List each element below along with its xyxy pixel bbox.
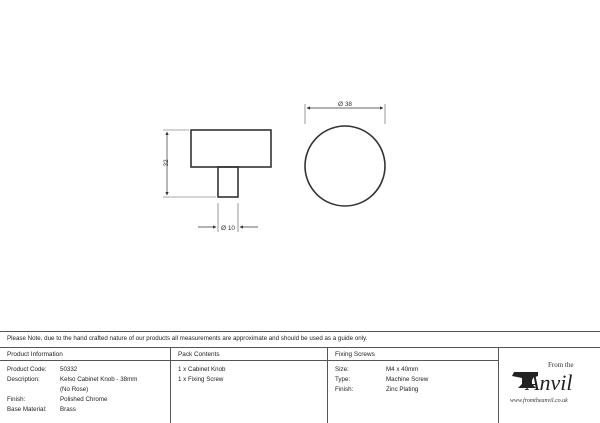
description-label: Description: — [7, 376, 40, 383]
shaft-dimension-label: Ø 10 — [220, 225, 236, 232]
product-code-row — [0, 365, 170, 375]
pack-item: 1 x Cabinet Knob — [178, 366, 226, 373]
description-value: Kelso Cabinet Knob - 38mm — [60, 376, 138, 383]
diameter-dimension-label: Ø 38 — [337, 101, 353, 108]
fixing-screws-section — [328, 348, 498, 423]
front-view — [305, 126, 385, 206]
fixing-screws-heading: Fixing Screws — [328, 348, 498, 361]
description-row-continued — [0, 385, 170, 395]
height-dimension-label: 32 — [163, 159, 170, 167]
logo-name: Anvil — [526, 370, 573, 395]
product-code-label: Product Code: — [7, 366, 47, 373]
screw-type-value: Machine Screw — [386, 376, 429, 383]
knob-shaft — [218, 167, 238, 197]
product-information-section — [0, 348, 170, 423]
diameter-dimension — [305, 101, 385, 124]
screw-type-row — [328, 375, 498, 385]
pack-contents-section — [171, 348, 327, 423]
shaft-dimension — [198, 203, 258, 232]
pack-contents-heading: Pack Contents — [171, 348, 327, 361]
screw-type-label: Type: — [335, 376, 351, 383]
measurement-note: Please Note, due to the hand crafted nature of our products all measurements are approximate and should be used as a guide only. — [0, 331, 600, 345]
screw-finish-label: Finish: — [335, 386, 354, 393]
product-code-value: 50332 — [60, 366, 78, 373]
finish-value: Polished Chrome — [60, 396, 108, 403]
finish-row — [0, 395, 170, 405]
logo-url: www.fromtheanvil.co.uk — [510, 398, 568, 404]
height-dimension — [163, 130, 216, 197]
description-row — [0, 375, 170, 385]
screw-size-label: Size: — [335, 366, 349, 373]
screw-finish-row — [328, 385, 498, 395]
base-material-row — [0, 405, 170, 415]
screw-finish-value: Zinc Plating — [386, 386, 419, 393]
screw-size-row — [328, 365, 498, 375]
screw-size-value: M4 x 40mm — [386, 366, 419, 373]
base-material-label: Base Material: — [7, 406, 47, 413]
description-continued-value: (No Rose) — [60, 386, 89, 393]
column-divider — [498, 348, 499, 423]
from-the-anvil-logo — [508, 358, 596, 418]
logo-tagline: From the — [548, 361, 574, 369]
finish-label: Finish: — [7, 396, 26, 403]
product-information-heading: Product Information — [0, 348, 170, 361]
base-material-value: Brass — [60, 406, 76, 413]
knob-head — [191, 130, 271, 167]
pack-item: 1 x Fixing Screw — [178, 376, 224, 383]
side-view — [191, 130, 271, 197]
knob-face — [305, 126, 385, 206]
